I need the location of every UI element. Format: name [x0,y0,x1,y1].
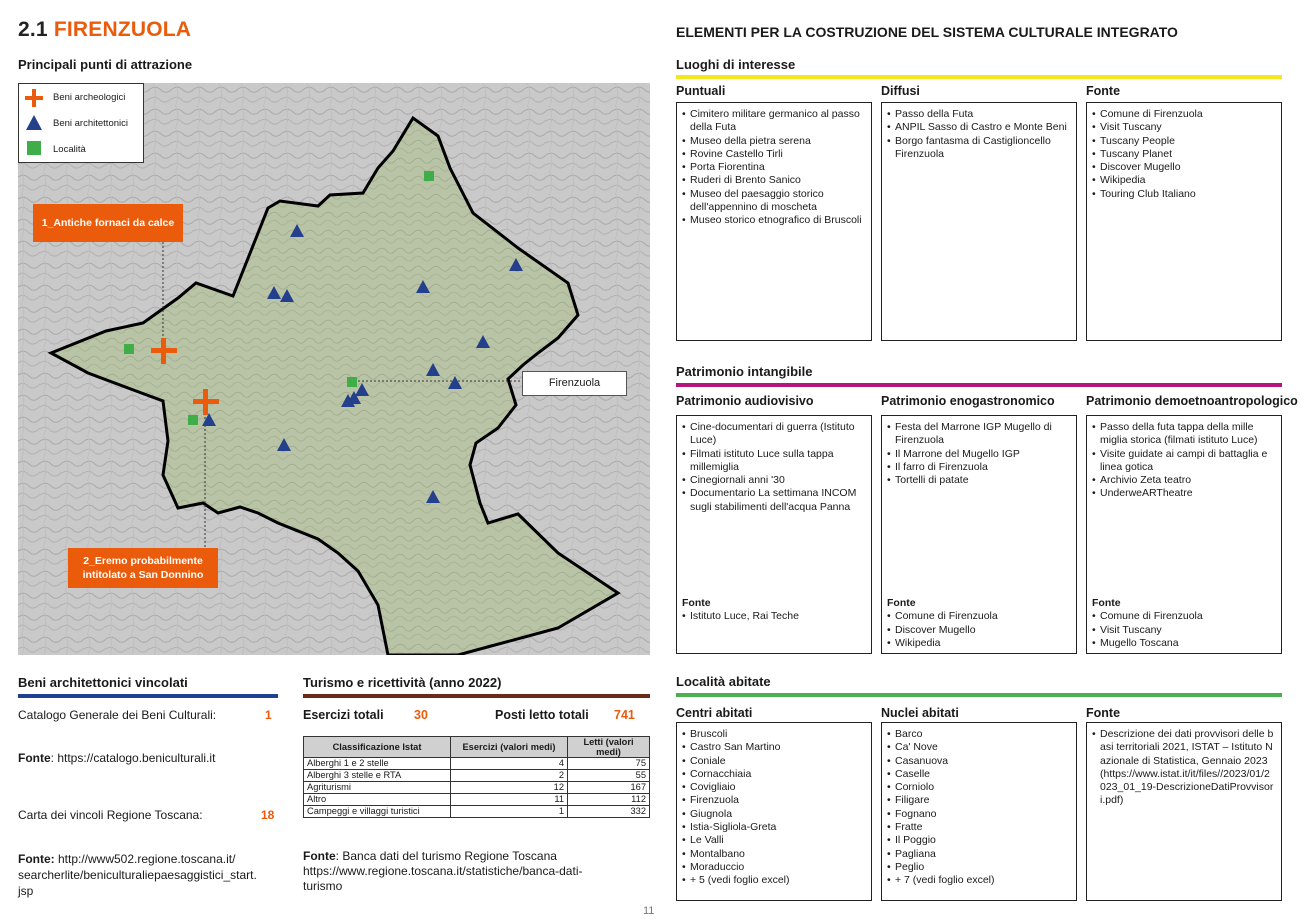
localita-title: Località abitate [676,674,771,689]
list-item: • Passo della futa tappa della mille miglia storica (filmati istituto Luce) [1092,421,1275,448]
legend-label-localita: Località [53,144,86,155]
table-cell: 75 [568,758,650,770]
fonte-text: turismo [303,879,343,893]
list-item: • Pagliana [887,848,1070,861]
table-row [304,758,650,770]
list-item: • + 7 (vedi foglio excel) [887,874,1070,887]
blue-divider [18,694,278,698]
col-head-fonte-luoghi: Fonte [1086,84,1121,98]
turismo-table [303,736,650,818]
fonte-text: https://www.regione.toscana.it/statistiche/banca-dati- [303,864,583,878]
page-number: 11 [643,905,655,917]
table-cell: Altro [304,794,451,806]
brown-divider [303,694,650,698]
list-item: • Tuscany Planet [1092,148,1275,161]
list-item: • Casanuova [887,755,1070,768]
fonte-label: Fonte [303,849,336,863]
list-item: • Firenzuola [682,794,865,807]
fonte-block [682,597,868,624]
list-item: • Discover Mugello [887,624,1073,637]
list-item: • Ca' Nove [887,741,1070,754]
list-item: • Cine-documentari di guerra (Istituto Luce) [682,421,865,448]
list-item: • Corniolo [887,781,1070,794]
list-item: • Cimitero militare germanico al passo della Futa [682,108,865,135]
page-title [18,18,191,42]
col-head-fonte-localita: Fonte [1086,706,1121,720]
list-item: • Bruscoli [682,728,865,741]
fonte-label: Fonte [1092,597,1121,609]
table-row [304,770,650,782]
box-puntuali [676,102,872,341]
list-item: • Il farro di Firenzuola [887,461,1070,474]
table-cell: 167 [568,782,650,794]
posti-value: 741 [614,708,635,722]
list-item: • Wikipedia [1092,174,1275,187]
list-item: • Archivio Zeta teatro [1092,474,1275,487]
map-legend [18,83,144,163]
legend-label-archeologici: Beni archeologici [53,92,126,103]
list-item: • Caselle [887,768,1070,781]
beni-fonte-1 [18,751,215,765]
box-fonte-luoghi [1086,102,1282,341]
cross-icon [25,89,43,107]
table-cell: 1 [451,806,568,818]
carta-label: Carta dei vincoli Regione Toscana: [18,808,203,822]
fonte-text: http://www502.regione.toscana.it/ [54,852,236,866]
luoghi-title: Luoghi di interesse [676,57,796,72]
list-item: • Coniale [682,755,865,768]
table-cell: Alberghi 3 stelle e RTA [304,770,451,782]
esercizi-label: Esercizi totali [303,708,384,722]
green-divider [676,693,1282,697]
turismo-title: Turismo e ricettività (anno 2022) [303,675,502,690]
section-name: FIRENZUOLA [53,18,192,41]
list-item: • Moraduccio [682,861,865,874]
list-item: • Comune di Firenzuola [1092,108,1275,121]
list-item: • Barco [887,728,1070,741]
table-header: Esercizi (valori medi) [451,737,568,758]
list-item: • UnderweARTheatre [1092,487,1275,500]
list-item: • Tortelli di patate [887,474,1070,487]
table-row [304,806,650,818]
turismo-fonte [303,849,582,894]
beni-title: Beni architettonici vincolati [18,675,188,690]
list-item: • Comune di Firenzuola [887,610,1073,623]
list-item: • Museo storico etnografico di Bruscoli [682,214,865,227]
table-cell: 332 [568,806,650,818]
table-row [304,782,650,794]
box-centri [676,722,872,901]
catalogo-label: Catalogo Generale dei Beni Culturali: [18,708,217,722]
list-item: • Mugello Toscana [1092,637,1278,650]
list-item: • Istia-Sigliola-Greta [682,821,865,834]
fonte-block [1092,597,1278,650]
locality-marker [347,377,357,387]
list-item: • Il Poggio [887,834,1070,847]
list-item: • Ruderi di Brento Sanico [682,174,865,187]
catalogo-value: 1 [265,708,272,722]
section-number: 2.1 [18,18,48,41]
table-cell: 12 [451,782,568,794]
fonte-block [887,597,1073,650]
list-item: • Tuscany People [1092,135,1275,148]
col-head-nuclei: Nuclei abitati [881,706,959,720]
table-cell: Campeggi e villaggi turistici [304,806,451,818]
locality-marker [188,415,198,425]
list-item: • Giugnola [682,808,865,821]
table-cell: Agriturismi [304,782,451,794]
fonte-text: jsp [18,884,34,898]
locality-marker [424,171,434,181]
list-item: • Visit Tuscany [1092,624,1278,637]
list-item: • Museo del paesaggio storico dell'appennino di moscheta [682,188,865,215]
list-item: • Touring Club Italiano [1092,188,1275,201]
table-header: Letti (valori medi) [568,737,650,758]
magenta-divider [676,383,1282,387]
list-item: • Filmati istituto Luce sulla tappa millemiglia [682,448,865,475]
list-item: • Cornacchiaia [682,768,865,781]
list-item: • Rovine Castello Tirli [682,148,865,161]
col-head-puntuali: Puntuali [676,84,726,98]
list-item: • Visite guidate ai campi di battaglia e linea gotica [1092,448,1275,475]
table-cell: 112 [568,794,650,806]
col-head-diffusi: Diffusi [881,84,920,98]
list-item: • Fognano [887,808,1070,821]
list-item: • Borgo fantasma di Castiglioncello Firenzuola [887,135,1070,162]
list-item: • + 5 (vedi foglio excel) [682,874,865,887]
fonte-text: : Banca dati del turismo Regione Toscana [335,849,557,863]
fonte-text: searcherlite/beniculturaliepaesaggistici_start. [18,868,257,882]
table-header-row [304,737,650,758]
table-cell: 55 [568,770,650,782]
table-header: Classificazione Istat [304,737,451,758]
list-item: • Museo della pietra serena [682,135,865,148]
fonte-label: Fonte [887,597,916,609]
callout-fornaci: 1_Antiche fornaci da calce [33,204,183,242]
legend-label-architettonici: Beni architettonici [53,118,128,129]
table-cell: 4 [451,758,568,770]
table-cell: 2 [451,770,568,782]
list-item: • Wikipedia [887,637,1073,650]
col-head-centri: Centri abitati [676,706,753,720]
list-item: • Comune di Firenzuola [1092,610,1278,623]
beni-fonte-2 [18,851,257,899]
city-label: Firenzuola [522,371,627,396]
fonte-label: Fonte [682,597,711,609]
list-item: • Documentario La settimana INCOM sugli stabilimenti dell'acqua Panna [682,487,865,514]
list-item: • Istituto Luce, Rai Teche [682,610,868,623]
box-fonte-localita [1086,722,1282,901]
col-head-audiovisivo: Patrimonio audiovisivo [676,394,814,408]
box-nuclei [881,722,1077,901]
fonte-label: Fonte: [18,852,55,866]
intangibile-title: Patrimonio intangibile [676,364,813,379]
list-item: • Cinegiornali anni '30 [682,474,865,487]
list-item: • Discover Mugello [1092,161,1275,174]
callout-eremo [68,548,218,588]
callout-eremo-line2: intitolato a San Donnino [82,569,204,581]
list-item: • Castro San Martino [682,741,865,754]
list-item: • Descrizione dei dati provvisori delle basi territoriali 2021, ISTAT – Istituto Nazionale di Statistica, Gennaio 2023 (https://www.istat.it/it/files//2023/01/2023_01_19-DescrizioneDatiProvvisori.pdf) [1092,728,1275,808]
triangle-icon [26,115,42,130]
table-cell: Alberghi 1 e 2 stelle [304,758,451,770]
list-item: • Montalbano [682,848,865,861]
box-diffusi [881,102,1077,341]
list-item: • Covigliaio [682,781,865,794]
table-cell: 11 [451,794,568,806]
fonte-label: Fonte [18,751,51,765]
col-head-enogastronomico: Patrimonio enogastronomico [881,394,1055,408]
list-item: • Peglio [887,861,1070,874]
square-icon [27,141,41,155]
list-item: • Porta Fiorentina [682,161,865,174]
map-title: Principali punti di attrazione [18,57,193,72]
box-enogastronomico [881,415,1077,654]
box-demoetnoantropologico [1086,415,1282,654]
table-row [304,794,650,806]
list-item: • ANPIL Sasso di Castro e Monte Beni [887,121,1070,134]
fonte-text: : https://catalogo.beniculturali.it [50,751,216,765]
list-item: • Il Marrone del Mugello IGP [887,448,1070,461]
box-audiovisivo [676,415,872,654]
list-item: • Passo della Futa [887,108,1070,121]
callout-eremo-line1: 2_Eremo probabilmente [83,555,203,567]
list-item: • Le Valli [682,834,865,847]
list-item: • Visit Tuscany [1092,121,1275,134]
carta-value: 18 [261,808,275,822]
esercizi-value: 30 [414,708,428,722]
list-item: • Festa del Marrone IGP Mugello di Firenzuola [887,421,1070,448]
list-item: • Fratte [887,821,1070,834]
col-head-demoetnoantropologico: Patrimonio demoetnoantropologico [1086,394,1298,408]
locality-marker [124,344,134,354]
posti-label: Posti letto totali [495,708,589,722]
list-item: • Filigare [887,794,1070,807]
right-title: ELEMENTI PER LA COSTRUZIONE DEL SISTEMA CULTURALE INTEGRATO [676,24,1178,40]
yellow-divider [676,75,1282,79]
